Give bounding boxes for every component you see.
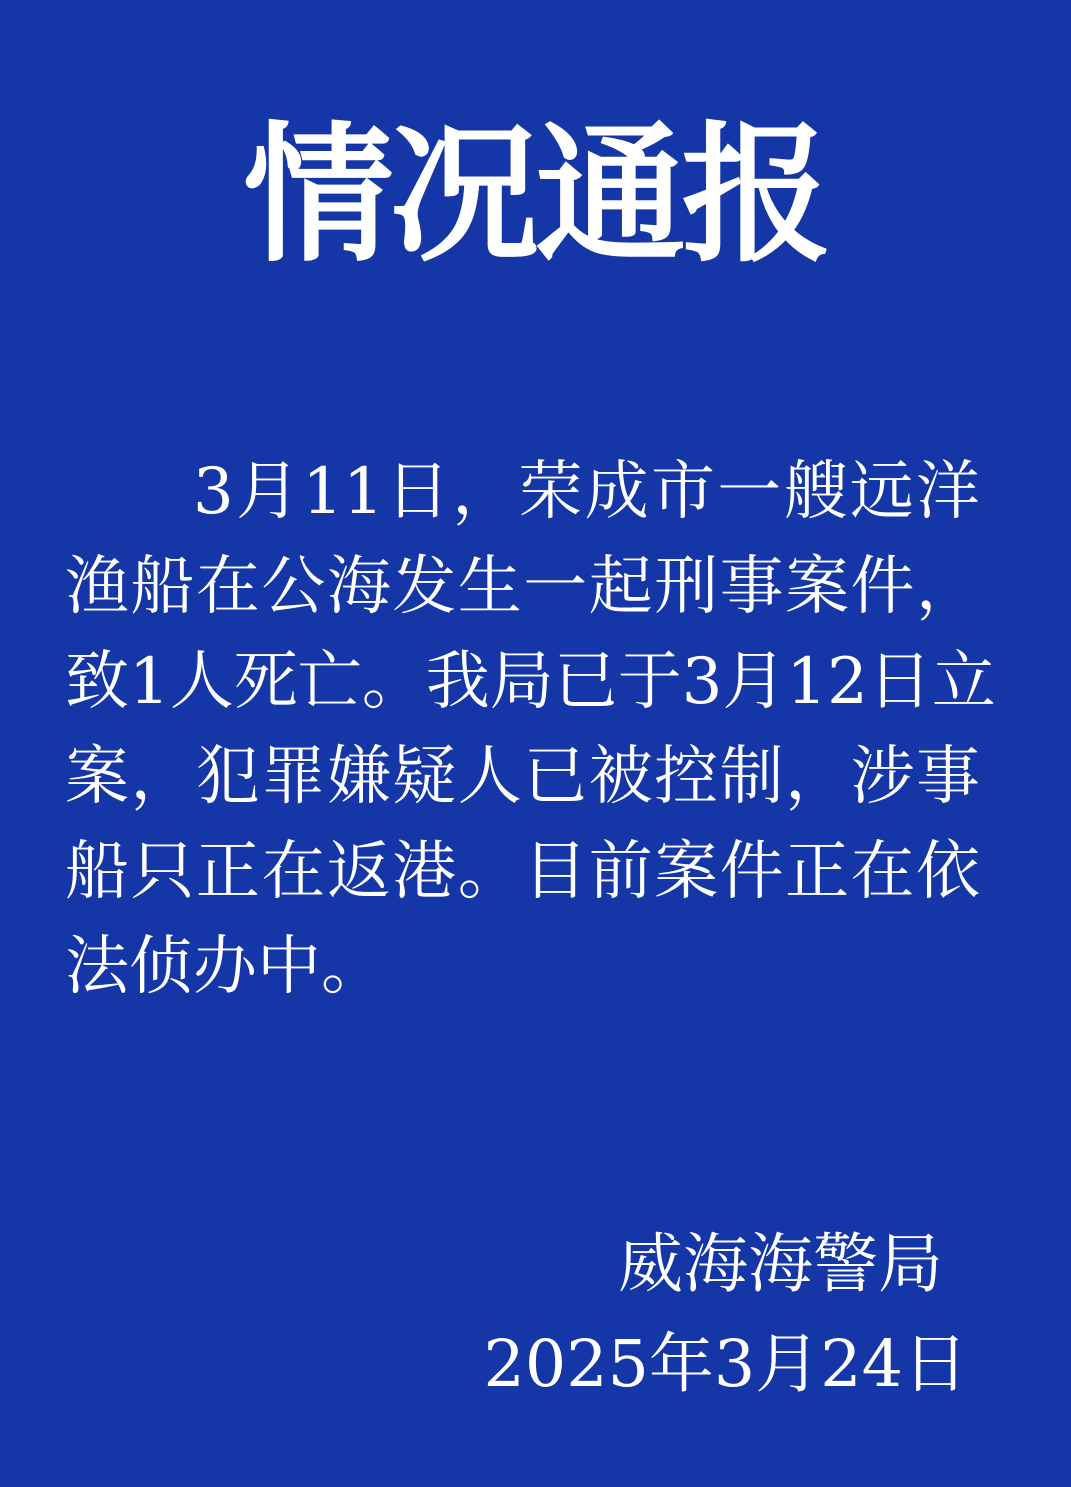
body-line-4: 案，犯罪嫌疑人已被控制，涉事 [65,740,980,814]
body-line-2: 渔船在公海发生一起刑事案件， [65,550,980,624]
body-line-1: 3月11日，荣成市一艘远洋 [193,455,980,529]
body-line-5: 船只正在返港。目前案件正在依 [65,835,980,909]
body-line-3: 致1人死亡。我局已于3月12日立 [65,645,996,719]
signature-issuer: 威海海警局 [617,1227,943,1302]
body-line-6: 法侦办中。 [65,930,385,1004]
notice-title: 情况通报 [243,107,828,283]
notice-body [65,445,996,1015]
signature-date: 2025年3月24日 [483,1327,968,1402]
signature-block [0,1215,1071,1415]
